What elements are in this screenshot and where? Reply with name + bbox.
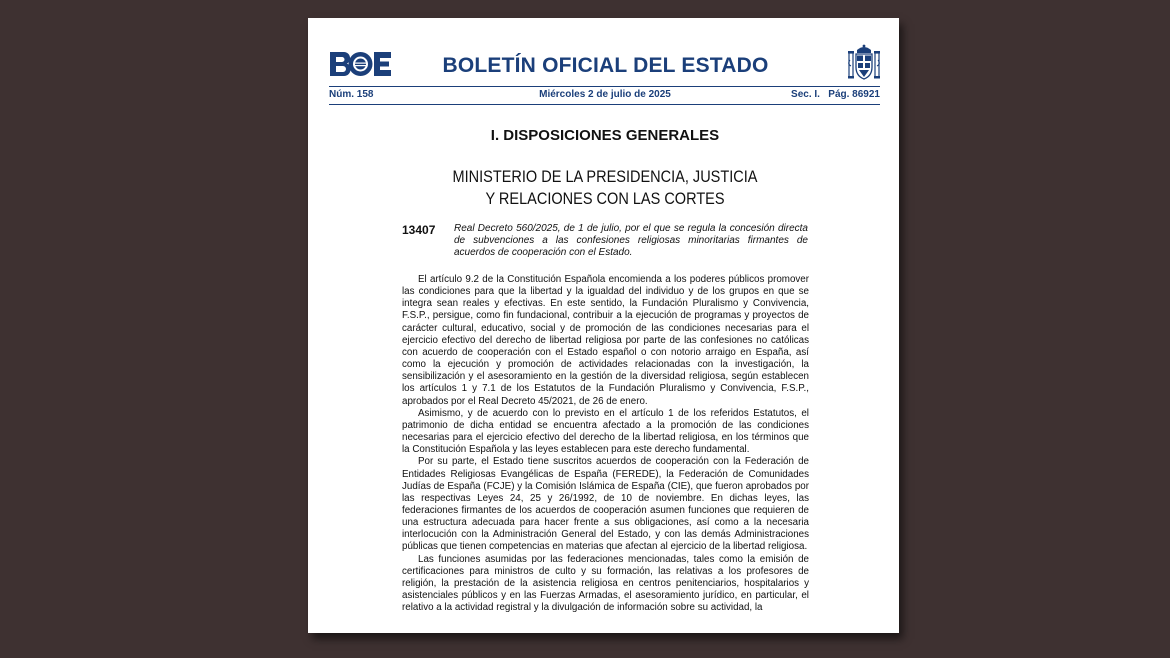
- body-paragraph: Por su parte, el Estado tiene suscritos acuerdos de cooperación con la Federación de Entidades Religiosas Evangélicas de España (FEREDE), la Federación de Comunidades Judías de España (FCJE) y la Comisión Islámica de España (CIE), que fueron aprobados por las respectivas Leyes 24, 25 y 26/1992, de 10 de noviembre. En dichas leyes, las federaciones firmantes de los acuerdos de cooperación asumen funciones que requieren de una estructura adecuada para hacer frente a sus obligaciones, así como a la necesaria interlocución con la Administración General del Estado, y con las demás Administraciones públicas que tienen competencias en materias que afectan al ejercicio de la libertad religiosa.: [402, 456, 809, 553]
- document-page: [308, 18, 899, 633]
- ministry-line: MINISTERIO DE LA PRESIDENCIA, JUSTICIA: [452, 168, 758, 186]
- issue-number: Núm. 158: [329, 89, 374, 100]
- coat-of-arms-icon: [848, 44, 880, 82]
- ministry-line: Y RELACIONES CON LAS CORTES: [485, 190, 725, 208]
- body-paragraph: El artículo 9.2 de la Constitución Española encomienda a los poderes públicos promover las condiciones para que la libertad y la igualdad del individuo y de los grupos en que se integra sean reales y efectivas. En este sentido, la Fundación Pluralismo y Convivencia, F.S.P., persigue, como fin fundacional, contribuir a la ejecución de programas y proyectos de carácter cultural, educativo, social y de promoción de las condiciones necesarias para el ejercicio efectivo del derecho de libertad religiosa por parte de las confesiones no católicas con acuerdo de cooperación con el Estado español o con notorio arraigo en España, así como la ejecución y promoción de actividades relacionadas con la investigación, la sensibilización y el asesoramiento en la gestión de la diversidad religiosa, según establecen los artículos 1 y 7.1 de los Estatutos de la Fundación Pluralismo y Convivencia, F.S.P., aprobados por el Real Decreto 45/2021, de 26 de enero.: [402, 274, 809, 407]
- disposition-number: 13407: [402, 223, 436, 237]
- gazette-title: BOLETÍN OFICIAL DEL ESTADO: [442, 54, 769, 77]
- header-rule-top: [329, 86, 880, 87]
- boe-logo: [329, 51, 392, 77]
- body-paragraph: Asimismo, y de acuerdo con lo previsto en el artículo 1 de los referidos Estatutos, el patrimonio de dicha entidad se encuentra afectado a la promoción de las condiciones necesarias para el ejercicio efectivo del derecho de la libertad religiosa, en los términos que la Constitución Española y las leyes establecen para este derecho fundamental.: [402, 407, 809, 456]
- body-paragraph: Las funciones asumidas por las federaciones mencionadas, tales como la emisión de certificaciones para ministros de culto y su formación, las relativas a los profesores de religión, la prestación de la asistencia religiosa en centros penitenciarios, hospitalarios y asistenciales públicos y en las Fuerzas Armadas, el asesoramiento jurídico, en particular, el relativo a la actividad registral y la divulgación de información sobre su actividad, la: [402, 553, 809, 614]
- header-rule-bottom: [329, 104, 880, 105]
- issue-date: Miércoles 2 de julio de 2025: [539, 89, 671, 100]
- disposition-title: Real Decreto 560/2025, de 1 de julio, por el que se regula la concesión directa de subvenciones a las confesiones religiosas minoritarias firmantes de acuerdos de cooperación con el Estado.: [454, 223, 808, 259]
- section-title: I. DISPOSICIONES GENERALES: [490, 127, 720, 144]
- section-page: Sec. I. Pág. 86921: [791, 89, 880, 100]
- document-body: [402, 274, 809, 614]
- ministry-heading: [344, 166, 867, 210]
